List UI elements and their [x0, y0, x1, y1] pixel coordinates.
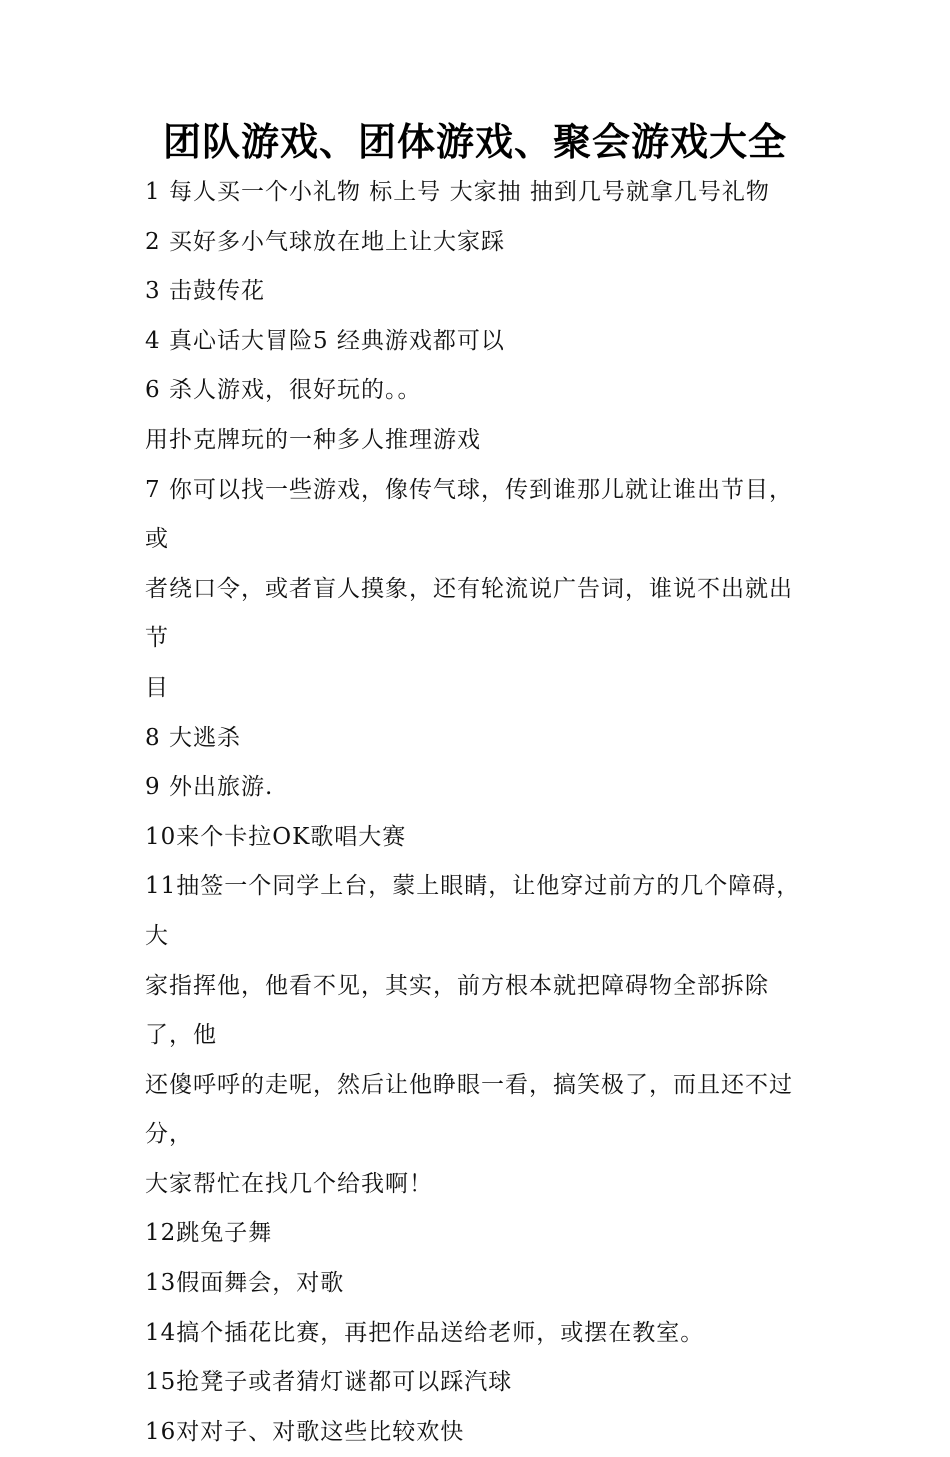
- text-line: 还傻呼呼的走呢，然后让他睁眼一看，搞笑极了，而且还不过分，: [145, 1071, 793, 1148]
- text-line: 10来个卡拉OK歌唱大赛: [145, 823, 407, 850]
- text-line: 者绕口令，或者盲人摸象，还有轮流说广告词，谁说不出就出节: [145, 575, 793, 652]
- document-title: 团队游戏、团体游戏、聚会游戏大全: [162, 120, 787, 164]
- document-body: [145, 168, 810, 1457]
- text-line: 大家帮忙在找几个给我啊！: [145, 1170, 433, 1197]
- text-line: 8 大逃杀: [145, 724, 241, 751]
- text-line: 16对对子、对歌这些比较欢快: [145, 1418, 465, 1445]
- text-line: 7 你可以找一些游戏，像传气球，传到谁那儿就让谁出节目，或: [145, 476, 793, 553]
- text-line: 13假面舞会，对歌: [145, 1270, 345, 1297]
- text-line: 15抢凳子或者猜灯谜都可以踩汽球: [145, 1369, 513, 1396]
- text-line: 12跳兔子舞: [145, 1220, 273, 1247]
- text-line: 14搞个插花比赛，再把作品送给老师，或摆在教室。: [145, 1319, 705, 1346]
- text-line: 3 击鼓传花: [145, 278, 265, 305]
- text-line: 4 真心话大冒险5 经典游戏都可以: [145, 327, 505, 354]
- text-line: 2 买好多小气球放在地上让大家踩: [145, 228, 505, 255]
- text-line: 目: [145, 674, 169, 701]
- text-line: 用扑克牌玩的一种多人推理游戏: [145, 426, 481, 453]
- text-line: 家指挥他，他看不见，其实，前方根本就把障碍物全部拆除了，他: [145, 972, 769, 1049]
- text-line: 6 杀人游戏，很好玩的。。: [145, 377, 422, 404]
- text-line: 1 每人买一个小礼物 标上号 大家抽 抽到几号就拿几号礼物: [145, 179, 770, 205]
- text-line: 9 外出旅游.: [145, 774, 274, 801]
- text-line: 11抽签一个同学上台，蒙上眼睛，让他穿过前方的几个障碍，大: [145, 873, 801, 949]
